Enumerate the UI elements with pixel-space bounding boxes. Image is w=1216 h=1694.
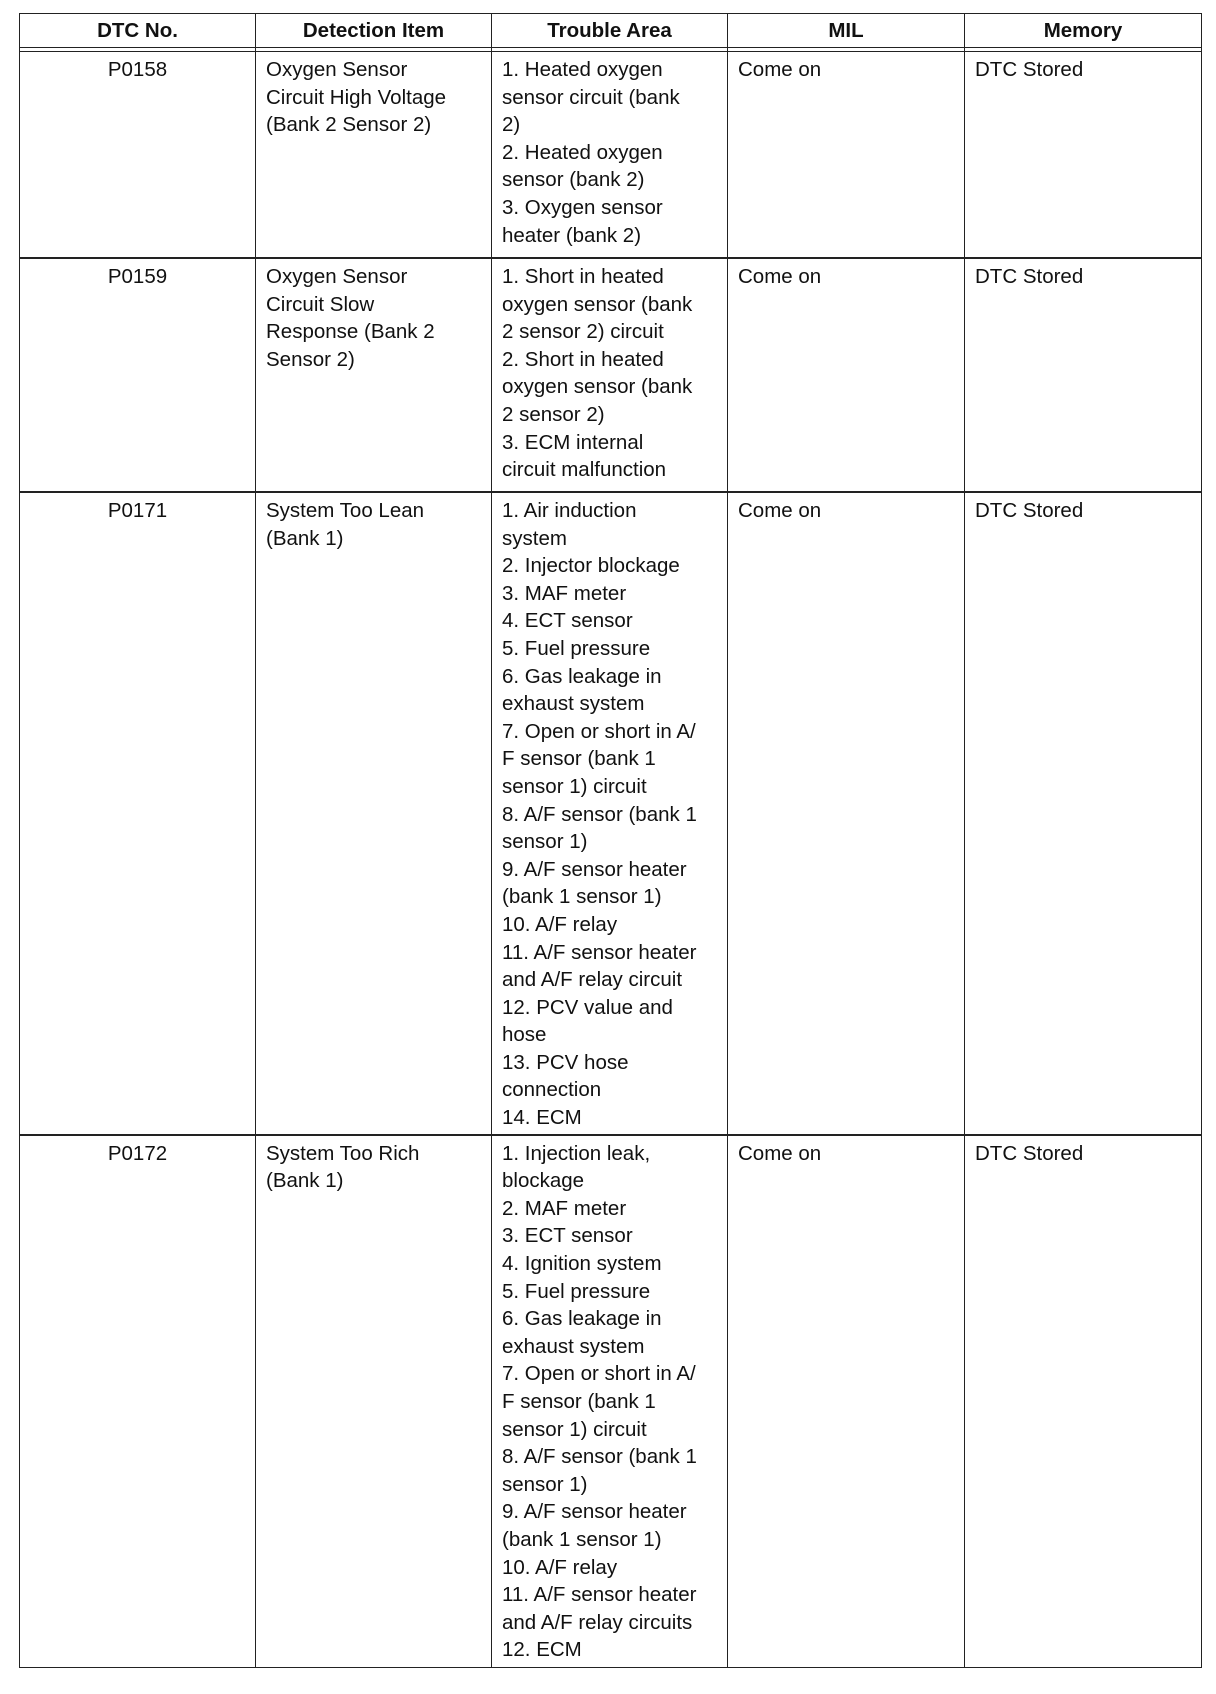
trouble-area-line: 6. Gas leakage in xyxy=(502,664,662,688)
trouble-area-line: blockage xyxy=(502,1169,585,1193)
trouble-area-line: sensor 1) circuit xyxy=(502,774,647,798)
trouble-area-line: F sensor (bank 1 xyxy=(502,747,656,771)
table-row xyxy=(20,258,1202,492)
cell-memory: DTC Stored xyxy=(965,258,1202,492)
trouble-area-line: 7. Open or short in A/ xyxy=(502,719,696,743)
trouble-area-line: 5. Fuel pressure xyxy=(502,636,651,660)
cell-trouble-area xyxy=(492,1135,728,1668)
table-header xyxy=(20,14,1202,52)
trouble-area-line: 14. ECM xyxy=(502,1106,582,1130)
trouble-area-line: sensor circuit (bank xyxy=(502,85,680,109)
table-body xyxy=(20,52,1202,1668)
detection-item-line: System Too Lean xyxy=(266,499,425,522)
trouble-area-line: and A/F relay circuit xyxy=(502,968,683,992)
trouble-area-line: sensor 1) xyxy=(502,830,588,854)
trouble-area-line: 2. Injector blockage xyxy=(502,554,680,578)
trouble-area-line: 8. A/F sensor (bank 1 xyxy=(502,1445,697,1469)
trouble-area-line: 12. PCV value and xyxy=(502,995,673,1019)
detection-item-line: Sensor 2) xyxy=(266,347,355,371)
trouble-area-line: (bank 1 sensor 1) xyxy=(502,885,662,909)
cell-trouble-area xyxy=(492,258,728,492)
cell-dtc-no: P0158 xyxy=(20,52,256,259)
detection-item-line: System Too Rich xyxy=(266,1141,420,1165)
cell-mil: Come on xyxy=(728,492,965,1135)
detection-item-line: Oxygen Sensor xyxy=(266,265,408,288)
trouble-area-line: 12. ECM xyxy=(502,1638,582,1662)
cell-memory: DTC Stored xyxy=(965,52,1202,259)
trouble-area-line: 1. Injection leak, xyxy=(502,1141,651,1165)
trouble-area-line: 2. MAF meter xyxy=(502,1196,627,1220)
detection-item-line: Oxygen Sensor xyxy=(266,58,408,81)
header-memory: Memory xyxy=(965,14,1202,48)
header-detection-item: Detection Item xyxy=(256,14,492,48)
trouble-area-line: 9. A/F sensor heater xyxy=(502,1500,687,1524)
table-row xyxy=(20,492,1202,1135)
trouble-area-line: 9. A/F sensor heater xyxy=(502,857,687,881)
detection-item-line: (Bank 1) xyxy=(266,1169,344,1193)
header-row xyxy=(20,14,1202,48)
trouble-area-line: 2 sensor 2) xyxy=(502,402,605,426)
table-row xyxy=(20,52,1202,259)
trouble-area-line: and A/F relay circuits xyxy=(502,1610,693,1634)
table-row xyxy=(20,1135,1202,1668)
trouble-area-line: 6. Gas leakage in xyxy=(502,1307,662,1331)
cell-trouble-area xyxy=(492,492,728,1135)
trouble-area-line: 7. Open or short in A/ xyxy=(502,1362,696,1386)
trouble-area-line: sensor (bank 2) xyxy=(502,168,645,192)
trouble-area-line: 3. MAF meter xyxy=(502,581,627,605)
trouble-area-line: F sensor (bank 1 xyxy=(502,1390,656,1413)
cell-detection-item xyxy=(256,492,492,1135)
trouble-area-line: exhaust system xyxy=(502,1334,645,1358)
trouble-area-line: 4. ECT sensor xyxy=(502,609,633,633)
trouble-area-line: 5. Fuel pressure xyxy=(502,1279,651,1303)
cell-detection-item xyxy=(256,52,492,259)
trouble-area-line: oxygen sensor (bank xyxy=(502,375,693,399)
cell-mil: Come on xyxy=(728,52,965,259)
dtc-table xyxy=(19,13,1202,1668)
cell-detection-item xyxy=(256,258,492,492)
detection-item-line: (Bank 1) xyxy=(266,526,344,550)
trouble-area-line: 13. PCV hose xyxy=(502,1050,629,1074)
trouble-area-line: 3. ECT sensor xyxy=(502,1224,633,1248)
cell-trouble-area xyxy=(492,52,728,259)
trouble-area-line: sensor 1) xyxy=(502,1472,588,1496)
trouble-area-line: oxygen sensor (bank xyxy=(502,292,693,316)
trouble-area-line: 2. Heated oxygen xyxy=(502,140,663,164)
trouble-area-line: hose xyxy=(502,1023,547,1047)
trouble-area-line: sensor 1) circuit xyxy=(502,1417,647,1441)
trouble-area-line: 10. A/F relay xyxy=(502,1555,618,1579)
trouble-area-line: 1. Air induction xyxy=(502,499,637,522)
cell-memory: DTC Stored xyxy=(965,492,1202,1135)
trouble-area-line: 4. Ignition system xyxy=(502,1252,662,1276)
trouble-area-line: 2. Short in heated xyxy=(502,347,664,371)
trouble-area-line: exhaust system xyxy=(502,692,645,716)
header-mil: MIL xyxy=(728,14,965,48)
trouble-area-line: circuit malfunction xyxy=(502,458,667,482)
detection-item-line: (Bank 2 Sensor 2) xyxy=(266,113,432,137)
trouble-area-line: system xyxy=(502,526,567,550)
trouble-area-line: connection xyxy=(502,1078,602,1102)
trouble-area-line: 10. A/F relay xyxy=(502,912,618,936)
detection-item-line: Response (Bank 2 xyxy=(266,320,435,344)
trouble-area-line: 1. Short in heated xyxy=(502,265,664,288)
trouble-area-line: (bank 1 sensor 1) xyxy=(502,1527,662,1551)
trouble-area-line: 8. A/F sensor (bank 1 xyxy=(502,802,697,826)
trouble-area-line: 2 sensor 2) circuit xyxy=(502,320,664,344)
trouble-area-line: 3. ECM internal xyxy=(502,430,644,454)
trouble-area-line: 11. A/F sensor heater xyxy=(502,1583,697,1607)
detection-item-line: Circuit High Voltage xyxy=(266,85,447,109)
cell-memory: DTC Stored xyxy=(965,1135,1202,1668)
detection-item-line: Circuit Slow xyxy=(266,292,375,316)
trouble-area-line: 11. A/F sensor heater xyxy=(502,940,697,964)
header-dtc-no: DTC No. xyxy=(20,14,256,48)
trouble-area-line: 2) xyxy=(502,113,521,137)
trouble-area-line: 1. Heated oxygen xyxy=(502,58,663,81)
cell-dtc-no: P0159 xyxy=(20,258,256,492)
trouble-area-line: 3. Oxygen sensor xyxy=(502,195,663,219)
cell-detection-item xyxy=(256,1135,492,1668)
cell-dtc-no: P0171 xyxy=(20,492,256,1135)
header-trouble-area: Trouble Area xyxy=(492,14,728,48)
cell-dtc-no: P0172 xyxy=(20,1135,256,1668)
trouble-area-line: heater (bank 2) xyxy=(502,223,642,247)
cell-mil: Come on xyxy=(728,258,965,492)
cell-mil: Come on xyxy=(728,1135,965,1668)
